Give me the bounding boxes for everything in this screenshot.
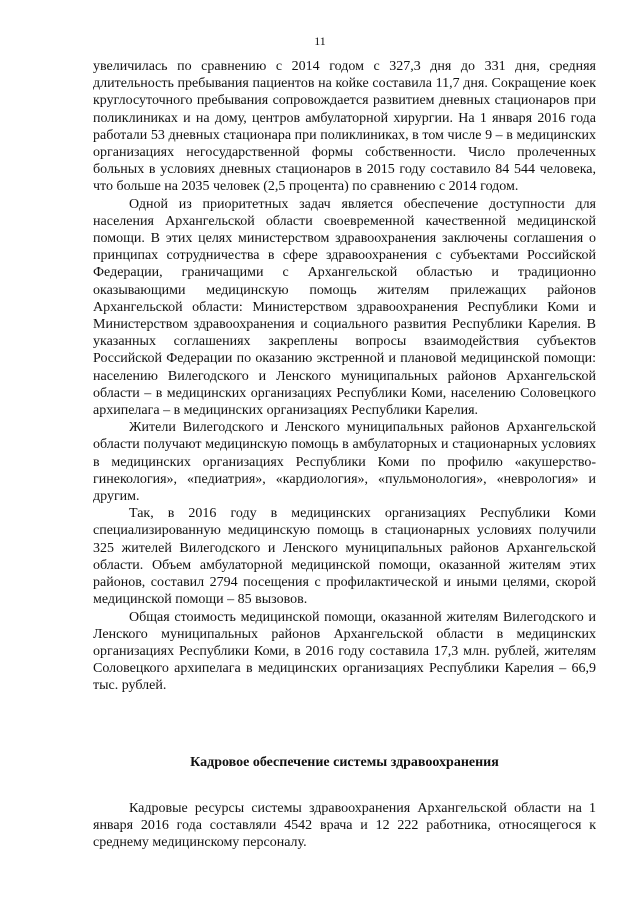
paragraph: увеличилась по сравнению с 2014 годом с 327,3 дня до 331 дня, средняя длительность пребывания пациентов на койке составила 11,7 дня. Сокращение коек круглосуточного пребывания сопровождается развитием дневных стационаров при поликлиниках и на дому, центров амбулаторной хирургии. На 1 января 2016 года работали 53 дневных стационара при поликлиниках, в том числе 9 – в медицинских организациях негосударственной формы собственности. Число пролеченных больных в условиях дневных стационаров в 2015 году составило 84 544 человека, что больше на 2035 человек (2,5 процента) по сравнению с 2014 годом.: [93, 59, 596, 195]
paragraph: Жители Вилегодского и Ленского муниципальных районов Архангельской области получают медицинскую помощь в амбулаторных и стационарных условиях в медицинских организациях Республики Коми по профилю «акушерство-гинекология», «педиатрия», «кардиология», «пульмонология», «неврология» и другим.: [93, 420, 596, 505]
paragraph: Так, в 2016 году в медицинских организациях Республики Коми специализированную медицинскую помощь в стационарных условиях получили 325 жителей Вилегодского и Ленского муниципальных районов Архангельской области. Объем амбулаторной медицинской помощи, оказанной жителям этих районов, составил 2794 посещения с профилактической и иными целями, скорой медицинской помощи – 85 вызовов.: [93, 506, 596, 608]
section-heading: Кадровое обеспечение системы здравоохранения: [190, 755, 499, 770]
paragraph: Общая стоимость медицинской помощи, оказанной жителям Вилегодского и Ленского муниципальных районов Архангельской области в медицинских организациях Республики Коми, в 2016 году составила 17,3 млн. рублей, жителям Соловецкого архипелага в медицинских организациях Республики Карелия – 66,9 тыс. рублей.: [93, 609, 596, 694]
body-text: [93, 58, 596, 695]
page-number: 11: [314, 34, 326, 48]
paragraph: Кадровые ресурсы системы здравоохранения Архангельской области на 1 января 2016 года составляли 4542 врача и 12 222 работника, относящегося к среднему медицинскому персоналу.: [93, 801, 596, 851]
paragraph: Одной из приоритетных задач является обеспечение доступности для населения Архангельской области своевременной качественной медицинской помощи. В этих целях министерством здравоохранения заключены соглашения о принципах сотрудничества в сфере здравоохранения с субъектами Российской Федерации, граничащими с Архангельской областью и традиционно оказывающими медицинскую помощь жителям прилежащих районов Архангельской области: Министерством здравоохранения Республики Коми и Министерством здравоохранения и социального развития Республики Карелия. В указанных соглашениях закреплены вопросы взаимодействия субъектов Российской Федерации по оказанию экстренной и плановой медицинской помощи: населению Вилегодского и Ленского муниципальных районов Архангельской области – в медицинских организациях Республики Коми, населению Соловецкого архипелага – в медицинских организациях Республики Карелия.: [93, 196, 596, 419]
section-body: [93, 800, 596, 852]
